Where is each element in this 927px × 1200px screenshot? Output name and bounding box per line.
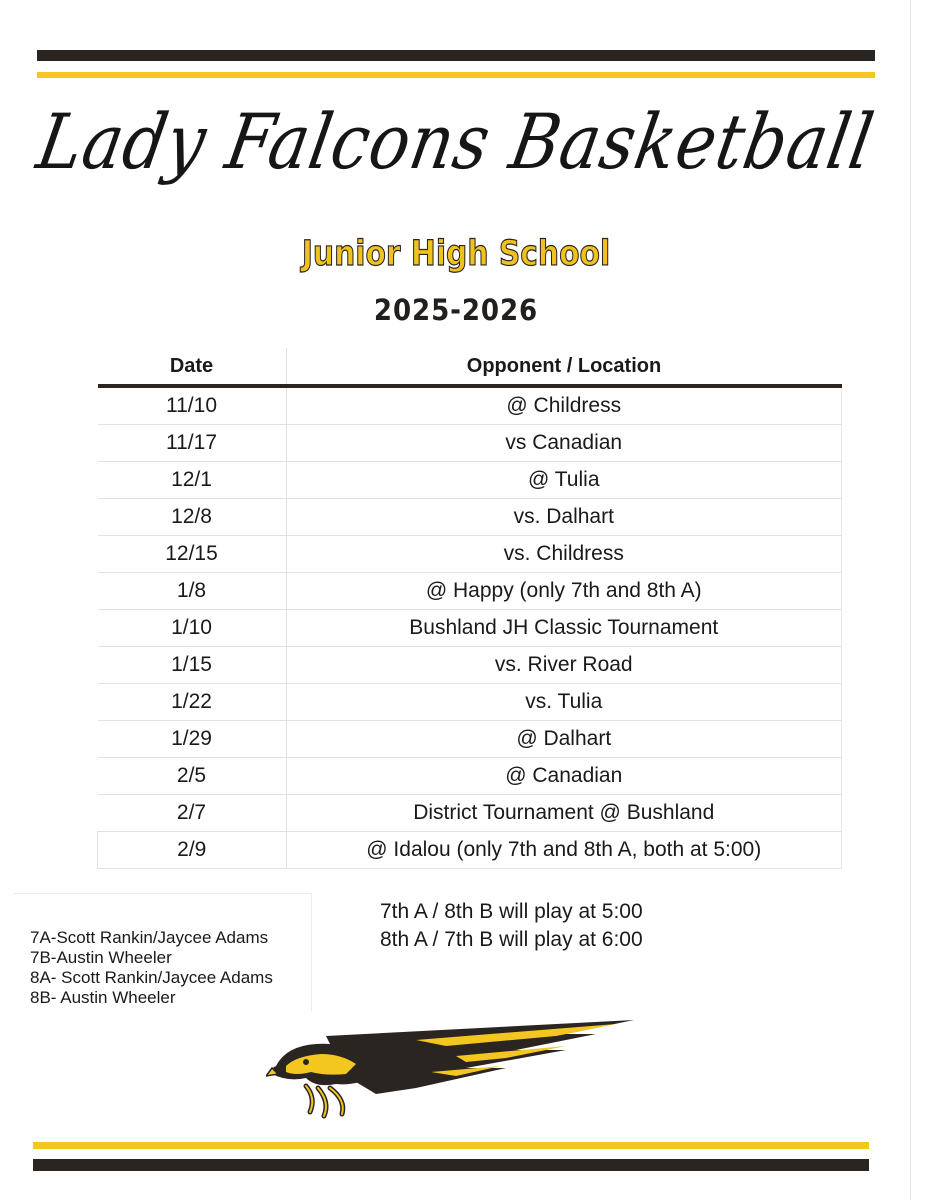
date-cell: 1/8 [98,573,287,610]
opponent-cell: vs. Dalhart [286,499,842,536]
table-row [98,425,842,462]
date-cell: 11/17 [98,425,287,462]
table-row [98,758,842,795]
bottom-gold-stripe [33,1142,869,1149]
schedule-table [97,348,842,869]
date-cell: 2/9 [98,832,287,869]
opponent-cell: vs Canadian [286,425,842,462]
table-row [98,647,842,684]
date-cell: 1/10 [98,610,287,647]
bottom-dark-stripe [33,1159,869,1171]
table-row [98,536,842,573]
opponent-cell: vs. Childress [286,536,842,573]
opponent-cell: @ Canadian [286,758,842,795]
page-title: Lady Falcons Basketball [31,98,881,187]
table-row [98,462,842,499]
date-cell: 1/22 [98,684,287,721]
top-gold-stripe [37,72,875,78]
coach-line: 8B- Austin Wheeler [30,988,176,1007]
coaches-list [14,893,312,1011]
coach-line: 7A-Scott Rankin/Jaycee Adams [30,928,269,947]
page-subtitle: Junior High School [301,234,611,274]
opponent-cell: @ Dalhart [286,721,842,758]
date-cell: 1/29 [98,721,287,758]
game-time-line: 8th A / 7th B will play at 6:00 [380,928,643,951]
date-cell: 2/5 [98,758,287,795]
opponent-cell: @ Idalou (only 7th and 8th A, both at 5:00) [286,832,842,869]
game-times [380,898,643,954]
table-row [98,610,842,647]
table-row [98,499,842,536]
top-dark-stripe [37,50,875,61]
opponent-cell: @ Tulia [286,462,842,499]
date-cell: 12/1 [98,462,287,499]
opponent-cell: Bushland JH Classic Tournament [286,610,842,647]
opponent-cell: vs. River Road [286,647,842,684]
opponent-cell: vs. Tulia [286,684,842,721]
date-cell: 11/10 [98,386,287,425]
table-row [98,721,842,758]
date-cell: 12/15 [98,536,287,573]
table-row [98,573,842,610]
opponent-cell: @ Happy (only 7th and 8th A) [286,573,842,610]
column-header-opponent: Opponent / Location [286,348,842,386]
date-cell: 12/8 [98,499,287,536]
coach-line: 8A- Scott Rankin/Jaycee Adams [30,968,273,987]
date-cell: 1/15 [98,647,287,684]
coach-line: 7B-Austin Wheeler [30,948,172,967]
season-label: 2025-2026 [373,293,539,327]
opponent-cell: @ Childress [286,386,842,425]
table-row [98,386,842,425]
opponent-cell: District Tournament @ Bushland [286,795,842,832]
falcon-logo-icon [266,1016,634,1124]
table-header-row [98,348,842,386]
game-time-line: 7th A / 8th B will play at 5:00 [380,900,643,923]
table-row [98,684,842,721]
date-cell: 2/7 [98,795,287,832]
table-row [98,832,842,869]
table-row [98,795,842,832]
column-header-date: Date [98,348,287,386]
